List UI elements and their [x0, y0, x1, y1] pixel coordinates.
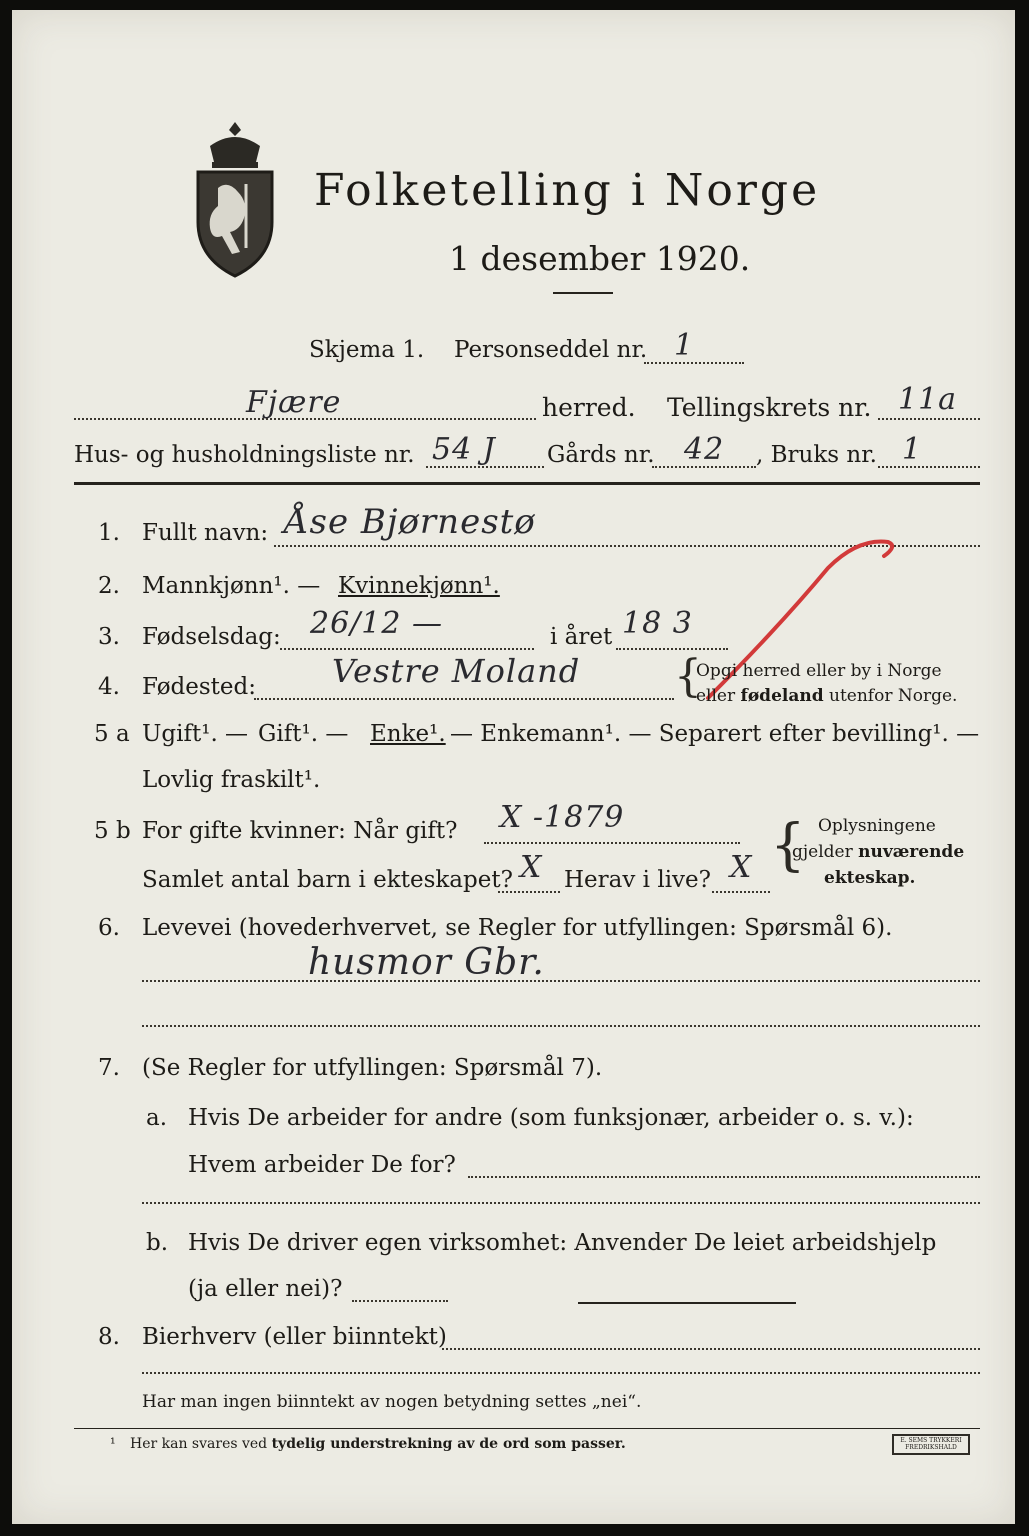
q5a-line2: Lovlig fraskilt¹.	[142, 767, 321, 793]
q4-value: Vestre Moland	[332, 652, 581, 690]
q7a-text: Hvis De arbeider for andre (som funksjonær, arbeider o. s. v.):	[188, 1105, 914, 1131]
tellingskrets-label: Tellingskrets nr.	[667, 393, 872, 422]
q2-number: 2.	[98, 573, 120, 599]
gards-value: 42	[684, 432, 725, 467]
q5b-note-3: ekteskap.	[824, 868, 916, 888]
q6-line-2	[142, 1025, 980, 1027]
q8-line-2	[142, 1372, 980, 1374]
q4-brace: {	[674, 651, 702, 702]
q5b-note-1: Oplysningene	[818, 816, 936, 836]
q3-label: Fødselsdag:	[142, 624, 281, 650]
skjema-label: Skjema 1.	[309, 337, 425, 363]
q2-male: Mannkjønn¹. —	[142, 573, 321, 599]
q5b-value: X -1879	[500, 800, 625, 835]
bruks-line	[878, 466, 980, 468]
tellingskrets-value: 11a	[898, 382, 958, 417]
q3-year-label: i året	[550, 624, 613, 650]
bruks-label: , Bruks nr.	[756, 442, 877, 468]
q3-number: 3.	[98, 624, 120, 650]
q4-note-2: eller fødeland utenfor Norge.	[696, 686, 958, 706]
q5b-label: For gifte kvinner: Når gift?	[142, 818, 458, 844]
q7a-letter: a.	[146, 1105, 168, 1131]
q7-number: 7.	[98, 1055, 120, 1081]
form-title: Folketelling i Norge	[314, 165, 821, 216]
q5b-barn-label: Samlet antal barn i ekteskapet?	[142, 867, 513, 893]
printer-stamp: E. SEMS TRYKKERI FREDRIKSHALD	[892, 1434, 970, 1455]
bruks-value: 1	[902, 432, 923, 467]
q5b-live-value: X	[730, 850, 753, 885]
q4-note-1: Opgi herred eller by i Norge	[696, 661, 942, 681]
q8-number: 8.	[98, 1324, 120, 1350]
q5b-live-label: Herav i live?	[564, 867, 711, 893]
q6-value: husmor Gbr.	[308, 942, 545, 983]
coat-of-arms-icon	[190, 118, 280, 280]
herred-label: herred.	[542, 393, 636, 422]
q7b-text: Hvis De driver egen virksomhet: Anvender De leiet arbeidshjelp	[188, 1230, 937, 1256]
red-check-mark	[702, 538, 912, 708]
q3-year-value: 18 3	[622, 606, 693, 641]
q3-value: 26/12 —	[310, 606, 443, 641]
q7b-ink-line	[578, 1302, 796, 1304]
husliste-label: Hus- og husholdningsliste nr.	[74, 442, 415, 468]
q4-number: 4.	[98, 674, 120, 700]
q5b-note-2: gjelder nuværende	[792, 842, 965, 862]
personseddel-value: 1	[674, 328, 695, 363]
census-form	[12, 10, 1015, 1524]
q3-year-line	[616, 648, 728, 650]
q5b-line	[484, 842, 740, 844]
q1-number: 1.	[98, 520, 120, 546]
footer-note: Har man ingen biinntekt av nogen betydning settes „nei“.	[142, 1392, 642, 1412]
q7b-question: (ja eller nei)?	[188, 1276, 343, 1302]
q5b-barn-value: X	[520, 850, 543, 885]
footnote: Her kan svares ved tydelig understrekning av de ord som passer.	[130, 1436, 626, 1452]
footer-rule	[74, 1428, 980, 1429]
q5a-rest: — Enkemann¹. — Separert efter bevilling¹. —	[450, 721, 980, 747]
q5a-number: 5 a	[94, 721, 130, 747]
q6-number: 6.	[98, 915, 120, 941]
q6-label: Levevei (hovederhvervet, se Regler for utfyllingen: Spørsmål 6).	[142, 915, 893, 941]
q4-line	[254, 698, 674, 700]
q5a-gift: Gift¹. —	[258, 721, 349, 747]
q8-label: Bierhverv (eller biinntekt)	[142, 1324, 447, 1350]
q1-label: Fullt navn:	[142, 520, 269, 546]
herred-value: Fjære	[246, 385, 342, 420]
q2-female: Kvinnekjønn¹.	[338, 573, 500, 599]
q5a-enke: Enke¹.	[370, 721, 446, 747]
q7a-line-1	[468, 1176, 980, 1178]
header-rule	[74, 482, 980, 485]
q7a-question: Hvem arbeider De for?	[188, 1152, 456, 1178]
q3-line	[280, 648, 534, 650]
q7b-line	[352, 1300, 448, 1302]
q1-value: Åse Bjørnestø	[284, 502, 536, 542]
q7-label: (Se Regler for utfyllingen: Spørsmål 7).	[142, 1055, 603, 1081]
q8-line-1	[442, 1348, 980, 1350]
q5a-ugift: Ugift¹. —	[142, 721, 249, 747]
q5b-barn-line	[498, 891, 560, 893]
q7b-letter: b.	[146, 1230, 169, 1256]
gards-label: Gårds nr.	[547, 442, 655, 468]
q5b-live-line	[712, 891, 770, 893]
q7a-line-2	[142, 1202, 980, 1204]
footnote-mark: ¹	[110, 1436, 116, 1452]
census-date: 1 desember 1920.	[449, 239, 751, 278]
husliste-value: 54 J	[432, 432, 496, 467]
q4-label: Fødested:	[142, 674, 257, 700]
title-divider	[553, 292, 613, 294]
personseddel-label: Personseddel nr.	[454, 337, 648, 363]
q5b-number: 5 b	[94, 818, 131, 844]
tellingskrets-line	[878, 418, 980, 420]
q6-line-1	[142, 980, 980, 982]
q5b-brace: {	[770, 813, 806, 878]
